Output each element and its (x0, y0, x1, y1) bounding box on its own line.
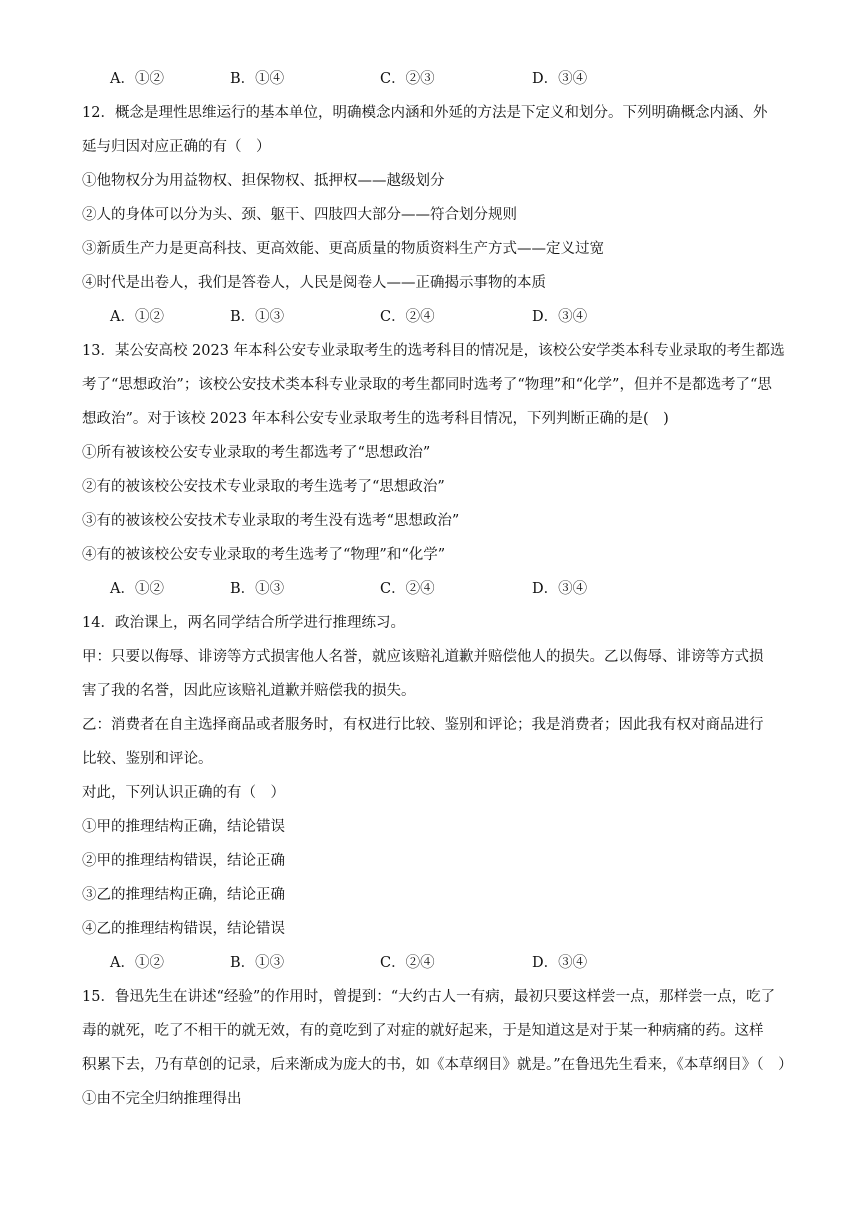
question-13 (82, 334, 802, 606)
q14-option-a[interactable]: A．①② (110, 955, 164, 971)
q14-yi-line-2: 比较、鉴别和评论。 (82, 751, 213, 767)
q14-item-4: ④乙的推理结构错误，结论错误 (82, 921, 285, 937)
q11-option-d[interactable]: D．③④ (532, 71, 588, 87)
q12-item-4: ④时代是出卷人，我们是答卷人，人民是阅卷人——正确揭示事物的本质 (82, 275, 546, 291)
q14-jia-line-1: 甲：只要以侮辱、诽谤等方式损害他人名誉，就应该赔礼道歉并赔偿他人的损失。乙以侮辱、诽谤等方式损 (82, 649, 764, 665)
q14-jia-line-2: 害了我的名誉，因此应该赔礼道歉并赔偿我的损失。 (82, 683, 416, 699)
question-14 (82, 606, 802, 980)
q14-option-c[interactable]: C．②④ (380, 955, 435, 971)
q13-option-c[interactable]: C．②④ (380, 581, 435, 597)
q14-item-1: ①甲的推理结构正确，结论错误 (82, 819, 285, 835)
q13-option-b[interactable]: B．①③ (230, 581, 285, 597)
q11-option-b[interactable]: B．①④ (230, 71, 285, 87)
q14-item-3: ③乙的推理结构正确，结论正确 (82, 887, 285, 903)
q13-item-4: ④有的被该校公安专业录取的考生选考了“物理”和“化学” (82, 547, 446, 563)
q12-option-a[interactable]: A．①② (110, 309, 164, 325)
q13-stem-line-1: 13．某公安高校 2023 年本科公安专业录取考生的选考科目的情况是，该校公安学类本科专业录取的考生都选 (82, 343, 785, 359)
question-12 (82, 96, 802, 334)
q11-options-block (82, 62, 802, 96)
q13-item-1: ①所有被该校公安专业录取的考生都选考了“思想政治” (82, 445, 431, 461)
q12-option-c[interactable]: C．②④ (380, 309, 435, 325)
q14-option-b[interactable]: B．①③ (230, 955, 285, 971)
q14-question: 对此，下列认识正确的有（ ） (82, 785, 285, 801)
q15-stem-line-2: 毒的就死，吃了不相干的就无效，有的竟吃到了对症的就好起来，于是知道这是对于某一种病痛的药。这样 (82, 1023, 764, 1039)
q13-item-3: ③有的被该校公安技术专业录取的考生没有选考“思想政治” (82, 513, 460, 529)
q15-stem-line-1: 15．鲁迅先生在讲述“经验”的作用时，曾提到：“大约古人一有病，最初只要这样尝一点，那样尝一点，吃了 (82, 989, 776, 1005)
q12-item-3: ③新质生产力是更高科技、更高效能、更高质量的物质资料生产方式——定义过宽 (82, 241, 604, 257)
q12-item-1: ①他物权分为用益物权、担保物权、抵押权——越级划分 (82, 173, 445, 189)
q13-item-2: ②有的被该校公安技术专业录取的考生选考了“思想政治” (82, 479, 445, 495)
q12-stem-line-2: 延与归因对应正确的有（ ） (82, 139, 271, 155)
q14-stem-line-1: 14．政治课上，两名同学结合所学进行推理练习。 (82, 615, 405, 631)
q12-option-d[interactable]: D．③④ (532, 309, 588, 325)
q14-option-d[interactable]: D．③④ (532, 955, 588, 971)
q13-option-d[interactable]: D．③④ (532, 581, 588, 597)
q12-stem-line-1: 12．概念是理性思维运行的基本单位，明确模念内涵和外延的方法是下定义和划分。下列明确概念内涵、外 (82, 105, 768, 121)
q13-option-a[interactable]: A．①② (110, 581, 164, 597)
q13-stem-line-3: 想政治”。对于该校 2023 年本科公安专业录取考生的选考科目情况，下列判断正确的是( ) (82, 411, 669, 427)
q12-options (82, 300, 802, 334)
q11-option-a[interactable]: A．①② (110, 71, 164, 87)
q11-option-c[interactable]: C．②③ (380, 71, 435, 87)
q13-stem-line-2: 考了“思想政治”；该校公安技术类本科专业录取的考生都同时选考了“物理”和“化学”，但并不是都选考了“思 (82, 377, 772, 393)
q11-options (82, 62, 802, 96)
q14-yi-line-1: 乙：消费者在自主选择商品或者服务时，有权进行比较、鉴别和评论；我是消费者；因此我有权对商品进行 (82, 717, 764, 733)
q13-options (82, 572, 802, 606)
q14-options (82, 946, 802, 980)
q15-stem-line-3: 积累下去，乃有草创的记录，后来渐成为庞大的书，如《本草纲目》就是。”在鲁迅先生看来，《本草纲目》（ ） (82, 1057, 793, 1073)
question-15 (82, 980, 802, 1116)
q12-option-b[interactable]: B．①③ (230, 309, 285, 325)
q15-item-1: ①由不完全归纳推理得出 (82, 1091, 242, 1107)
q12-item-2: ②人的身体可以分为头、颈、躯干、四肢四大部分——符合划分规则 (82, 207, 517, 223)
q14-item-2: ②甲的推理结构错误，结论正确 (82, 853, 285, 869)
